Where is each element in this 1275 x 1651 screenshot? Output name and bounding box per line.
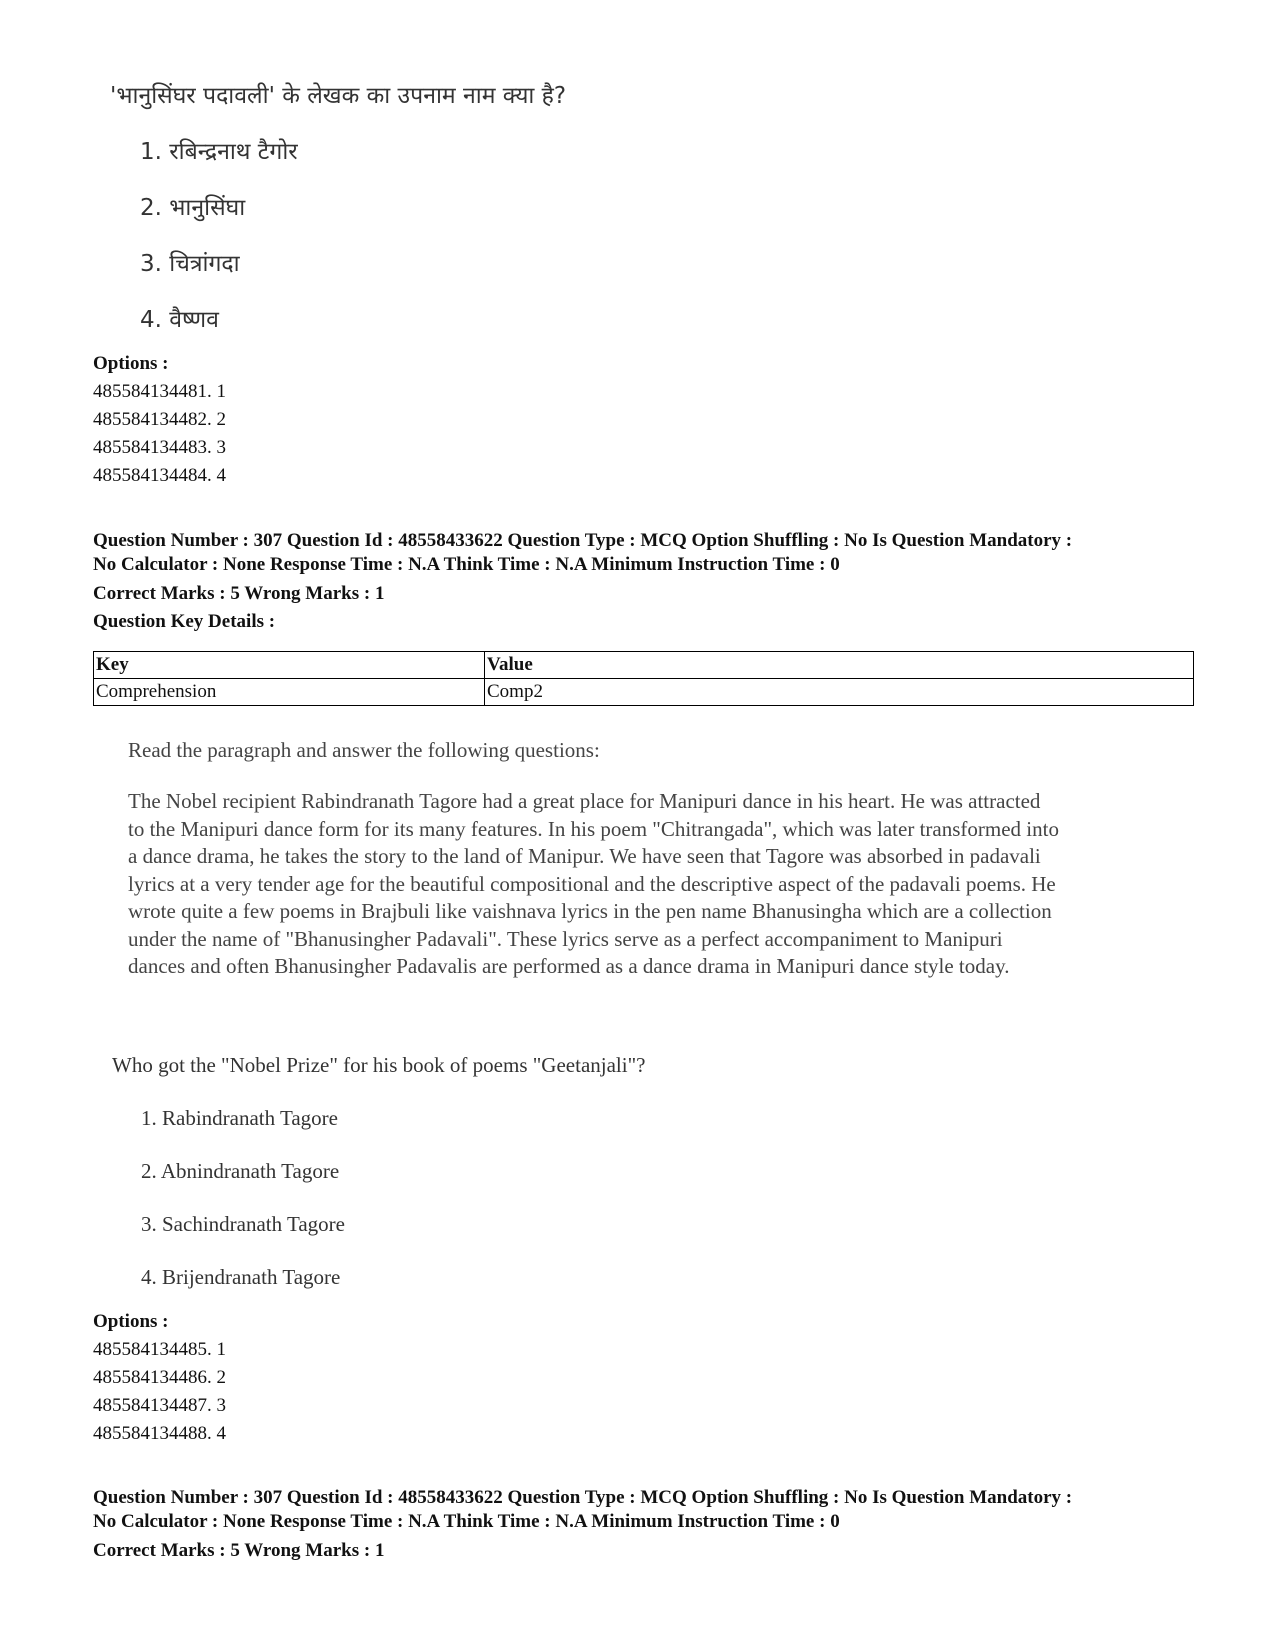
option-5-id: 485584134485. 1 xyxy=(93,1339,226,1360)
comprehension-line: lyrics at a very tender age for the beautiful compositional and the descriptive aspect of the padavali poems. He xyxy=(128,871,1056,896)
table-header-value: Value xyxy=(485,652,1194,679)
question-1-choice-3: 3. चित्रांगदा xyxy=(140,251,240,277)
question-1-choice-4: 4. वैष्णव xyxy=(140,307,219,333)
question-2-choice-1: 1. Rabindranath Tagore xyxy=(141,1106,338,1130)
question-meta-line-1: Question Number : 307 Question Id : 48558433622 Question Type : MCQ Option Shuffling : No Is Question Mandatory : xyxy=(93,530,1073,551)
comprehension-line: wrote quite a few poems in Brajbuli like vaishnava lyrics in the pen name Bhanusingha which are a collection xyxy=(128,899,1052,923)
comprehension-line: dances and often Bhanusingher Padavalis are performed as a dance drama in Manipuri dance style today. xyxy=(128,954,1010,978)
comprehension-line: a dance drama, he takes the story to the land of Manipur. We have seen that Tagore was absorbed in padavali xyxy=(128,844,1041,868)
question-2-choice-2: 2. Abnindranath Tagore xyxy=(141,1159,340,1183)
option-6-id: 485584134486. 2 xyxy=(93,1367,226,1388)
comprehension-line: The Nobel recipient Rabindranath Tagore had a great place for Manipuri dance in his heart. He was attracted xyxy=(128,789,1041,813)
option-1-id: 485584134481. 1 xyxy=(93,381,226,402)
table-row xyxy=(94,679,1194,706)
comprehension-paragraph xyxy=(128,788,1178,981)
option-7-id: 485584134487. 3 xyxy=(93,1395,226,1416)
table-cell-value: Comp2 xyxy=(485,679,1194,706)
table-cell-key: Comprehension xyxy=(94,679,485,706)
option-4-id: 485584134484. 4 xyxy=(93,465,226,486)
question-1-choice-1: 1. रबिन्द्रनाथ टैगोर xyxy=(140,139,298,165)
question-meta-line-2: No Calculator : None Response Time : N.A Think Time : N.A Minimum Instruction Time : 0 xyxy=(93,1511,840,1532)
question-2-choice-3: 3. Sachindranath Tagore xyxy=(141,1212,345,1236)
question-2-text: Who got the "Nobel Prize" for his book of poems "Geetanjali"? xyxy=(112,1053,646,1077)
table-header-key: Key xyxy=(94,652,485,679)
options-2-label: Options : xyxy=(93,1311,169,1332)
options-1-label: Options : xyxy=(93,353,169,374)
question-key-details-label: Question Key Details : xyxy=(93,611,276,632)
option-8-id: 485584134488. 4 xyxy=(93,1423,226,1444)
comprehension-line: under the name of "Bhanusingher Padavali". These lyrics serve as a perfect accompaniment to Manipuri xyxy=(128,926,1003,951)
question-1-text: 'भानुसिंघर पदावली' के लेखक का उपनाम नाम क्या है? xyxy=(110,83,567,109)
comprehension-heading: Read the paragraph and answer the following questions: xyxy=(128,738,600,762)
question-key-table xyxy=(93,651,1194,706)
option-3-id: 485584134483. 3 xyxy=(93,437,226,458)
question-marks: Correct Marks : 5 Wrong Marks : 1 xyxy=(93,583,385,604)
option-2-id: 485584134482. 2 xyxy=(93,409,226,430)
question-marks: Correct Marks : 5 Wrong Marks : 1 xyxy=(93,1540,385,1561)
question-1-choice-2: 2. भानुसिंघा xyxy=(140,195,246,221)
question-2-choice-4: 4. Brijendranath Tagore xyxy=(141,1265,341,1289)
question-meta-line-1: Question Number : 307 Question Id : 48558433622 Question Type : MCQ Option Shuffling : No Is Question Mandatory : xyxy=(93,1487,1073,1508)
question-meta-line-2: No Calculator : None Response Time : N.A Think Time : N.A Minimum Instruction Time : 0 xyxy=(93,554,840,575)
table-header-row xyxy=(94,652,1194,679)
comprehension-line: to the Manipuri dance form for its many features. In his poem "Chitrangada", which was later transformed into xyxy=(128,816,1059,841)
